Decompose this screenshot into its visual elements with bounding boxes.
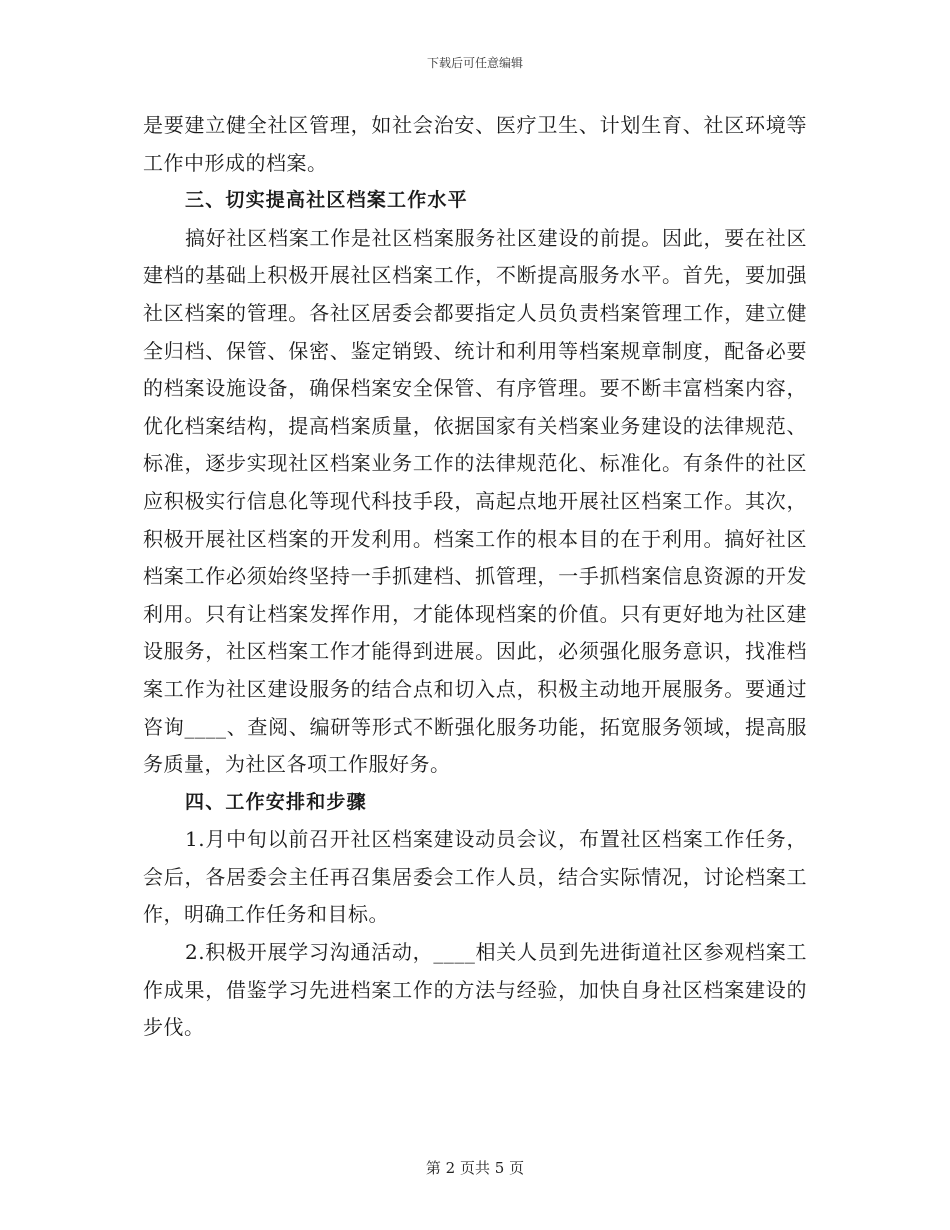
paragraph-archive-work: 搞好社区档案工作是社区档案服务社区建设的前提。因此，要在社区建档的基础上积极开展社区档案工作，不断提高服务水平。首先，要加强社区档案的管理。各社区居委会都要指定人员负责档案管理工作，建立健全归档、保管、保密、鉴定销毁、统计和利用等档案规章制度，配备必要的档案设施设备，确保档案安全保管、有序管理。要不断丰富档案内容，优化档案结构，提高档案质量，依据国家有关档案业务建设的法律规范、标准，逐步实现社区档案业务工作的法律规范化、标准化。有条件的社区应积极实行信息化等现代科技手段，高起点地开展社区档案工作。其次，积极开展社区档案的开发利用。档案工作的根本目的在于利用。搞好社区档案工作必须始终坚持一手抓建档、抓管理，一手抓档案信息资源的开发利用。只有让档案发挥作用，才能体现档案的价值。只有更好地为社区建设服务，社区档案工作才能得到进展。因此，必须强化服务意识，找准档案工作为社区建设服务的结合点和切入点，积极主动地开展服务。要通过咨询____、查阅、编研等形式不断强化服务功能，拓宽服务领域，提高服务质量，为社区各项工作服好务。 [143, 225, 807, 777]
document-body [143, 107, 807, 1047]
page-header: 下载后可任意编辑 [426, 56, 523, 70]
paragraph-step-2: 2.积极开展学习沟通活动，____相关人员到先进街道社区参观档案工作成果，借鉴学习先进档案工作的方法与经验，加快自身社区档案建设的步伐。 [143, 940, 807, 1040]
paragraph-continuation: 是要建立健全社区管理，如社会治安、医疗卫生、计划生育、社区环境等工作中形成的档案。 [143, 113, 807, 175]
page-number-footer: 第 2 页共 5 页 [425, 1159, 525, 1177]
paragraph-step-1: 1.月中旬以前召开社区档案建设动员会议，布置社区档案工作任务，会后，各居委会主任再召集居委会工作人员，结合实际情况，讨论档案工作，明确工作任务和目标。 [143, 827, 807, 927]
section-heading-4: 四、工作安排和步骤 [185, 790, 367, 813]
section-heading-3: 三、切实提高社区档案工作水平 [185, 189, 468, 212]
